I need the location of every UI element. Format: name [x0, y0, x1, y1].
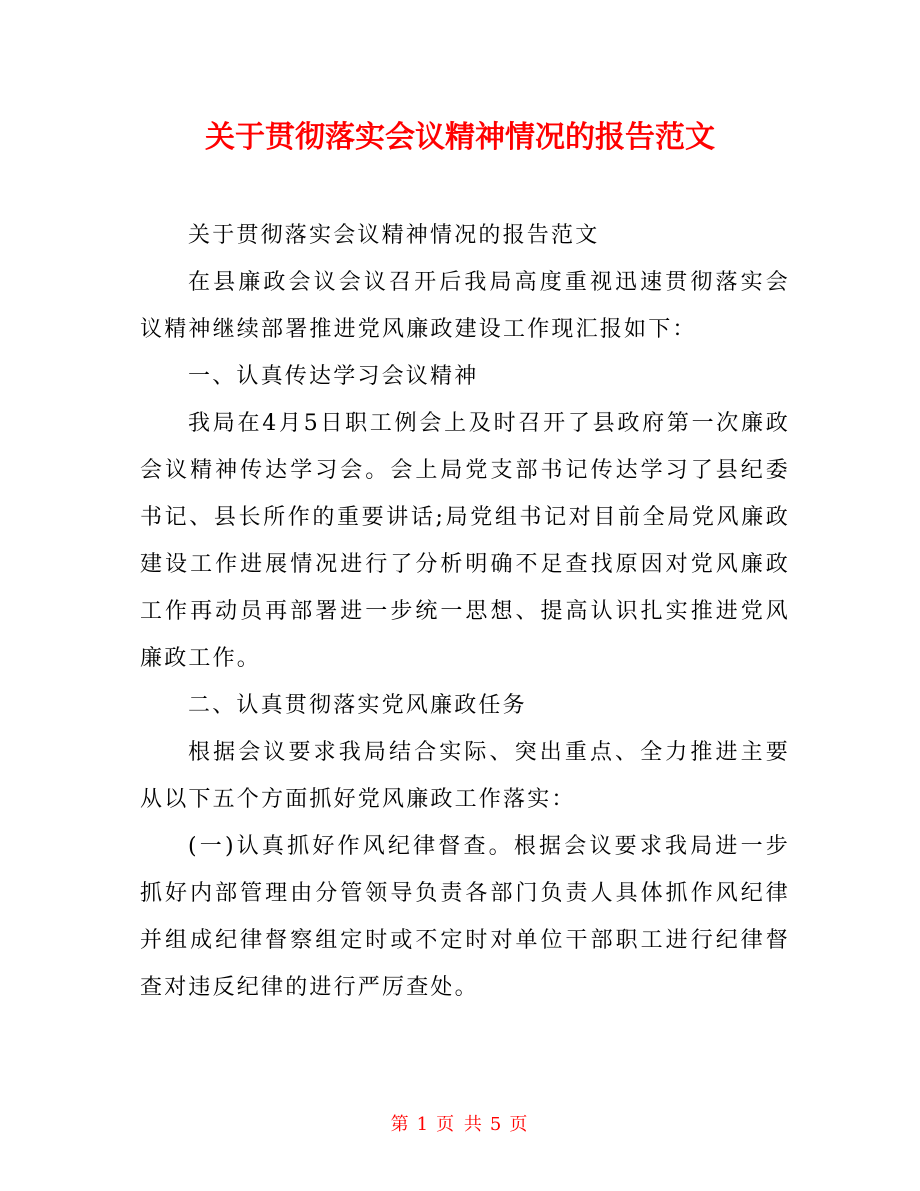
paragraph-item-1: (一)认真抓好作风纪律督查。根据会议要求我局进一步抓好内部管理由分管领导负责各部门负责人具体抓作风纪律并组成纪律督察组定时或不定时对单位干部职工进行纪律督查对违反纪律的进行严厉查处。: [140, 834, 790, 1000]
paragraph-subtitle: 关于贯彻落实会议精神情况的报告范文: [188, 223, 600, 248]
paragraph-intro: 在县廉政会议会议召开后我局高度重视迅速贯彻落实会议精神继续部署推进党风廉政建设工作现汇报如下：: [140, 270, 790, 342]
footer-mid: 页 共: [436, 1114, 484, 1135]
section-heading-2: 二、认真贯彻落实党风廉政任务: [188, 693, 527, 718]
paragraph-section-2-intro: 根据会议要求我局结合实际、突出重点、全力推进主要从以下五个方面抓好党风廉政工作落实：: [140, 740, 790, 812]
footer-total-pages: 5: [489, 1114, 504, 1135]
paragraph-section-1: 我局在4月5日职工例会上及时召开了县政府第一次廉政会议精神传达学习会。会上局党支部书记传达学习了县纪委书记、县长所作的重要讲话;局党组书记对目前全局党风廉政建设工作进展情况进行了分析明确不足查找原因对党风廉政工作再动员再部署进一步统一思想、提高认识扎实推进党风廉政工作。: [140, 411, 790, 671]
footer-prefix: 第: [390, 1114, 411, 1135]
footer-current-page: 1: [416, 1114, 431, 1135]
document-title: 关于贯彻落实会议精神情况的报告范文: [205, 120, 715, 155]
footer-suffix: 页: [509, 1114, 530, 1135]
document-body: [140, 212, 790, 1011]
page-footer: [0, 1113, 920, 1137]
section-heading-1: 一、认真传达学习会议精神: [188, 364, 479, 389]
